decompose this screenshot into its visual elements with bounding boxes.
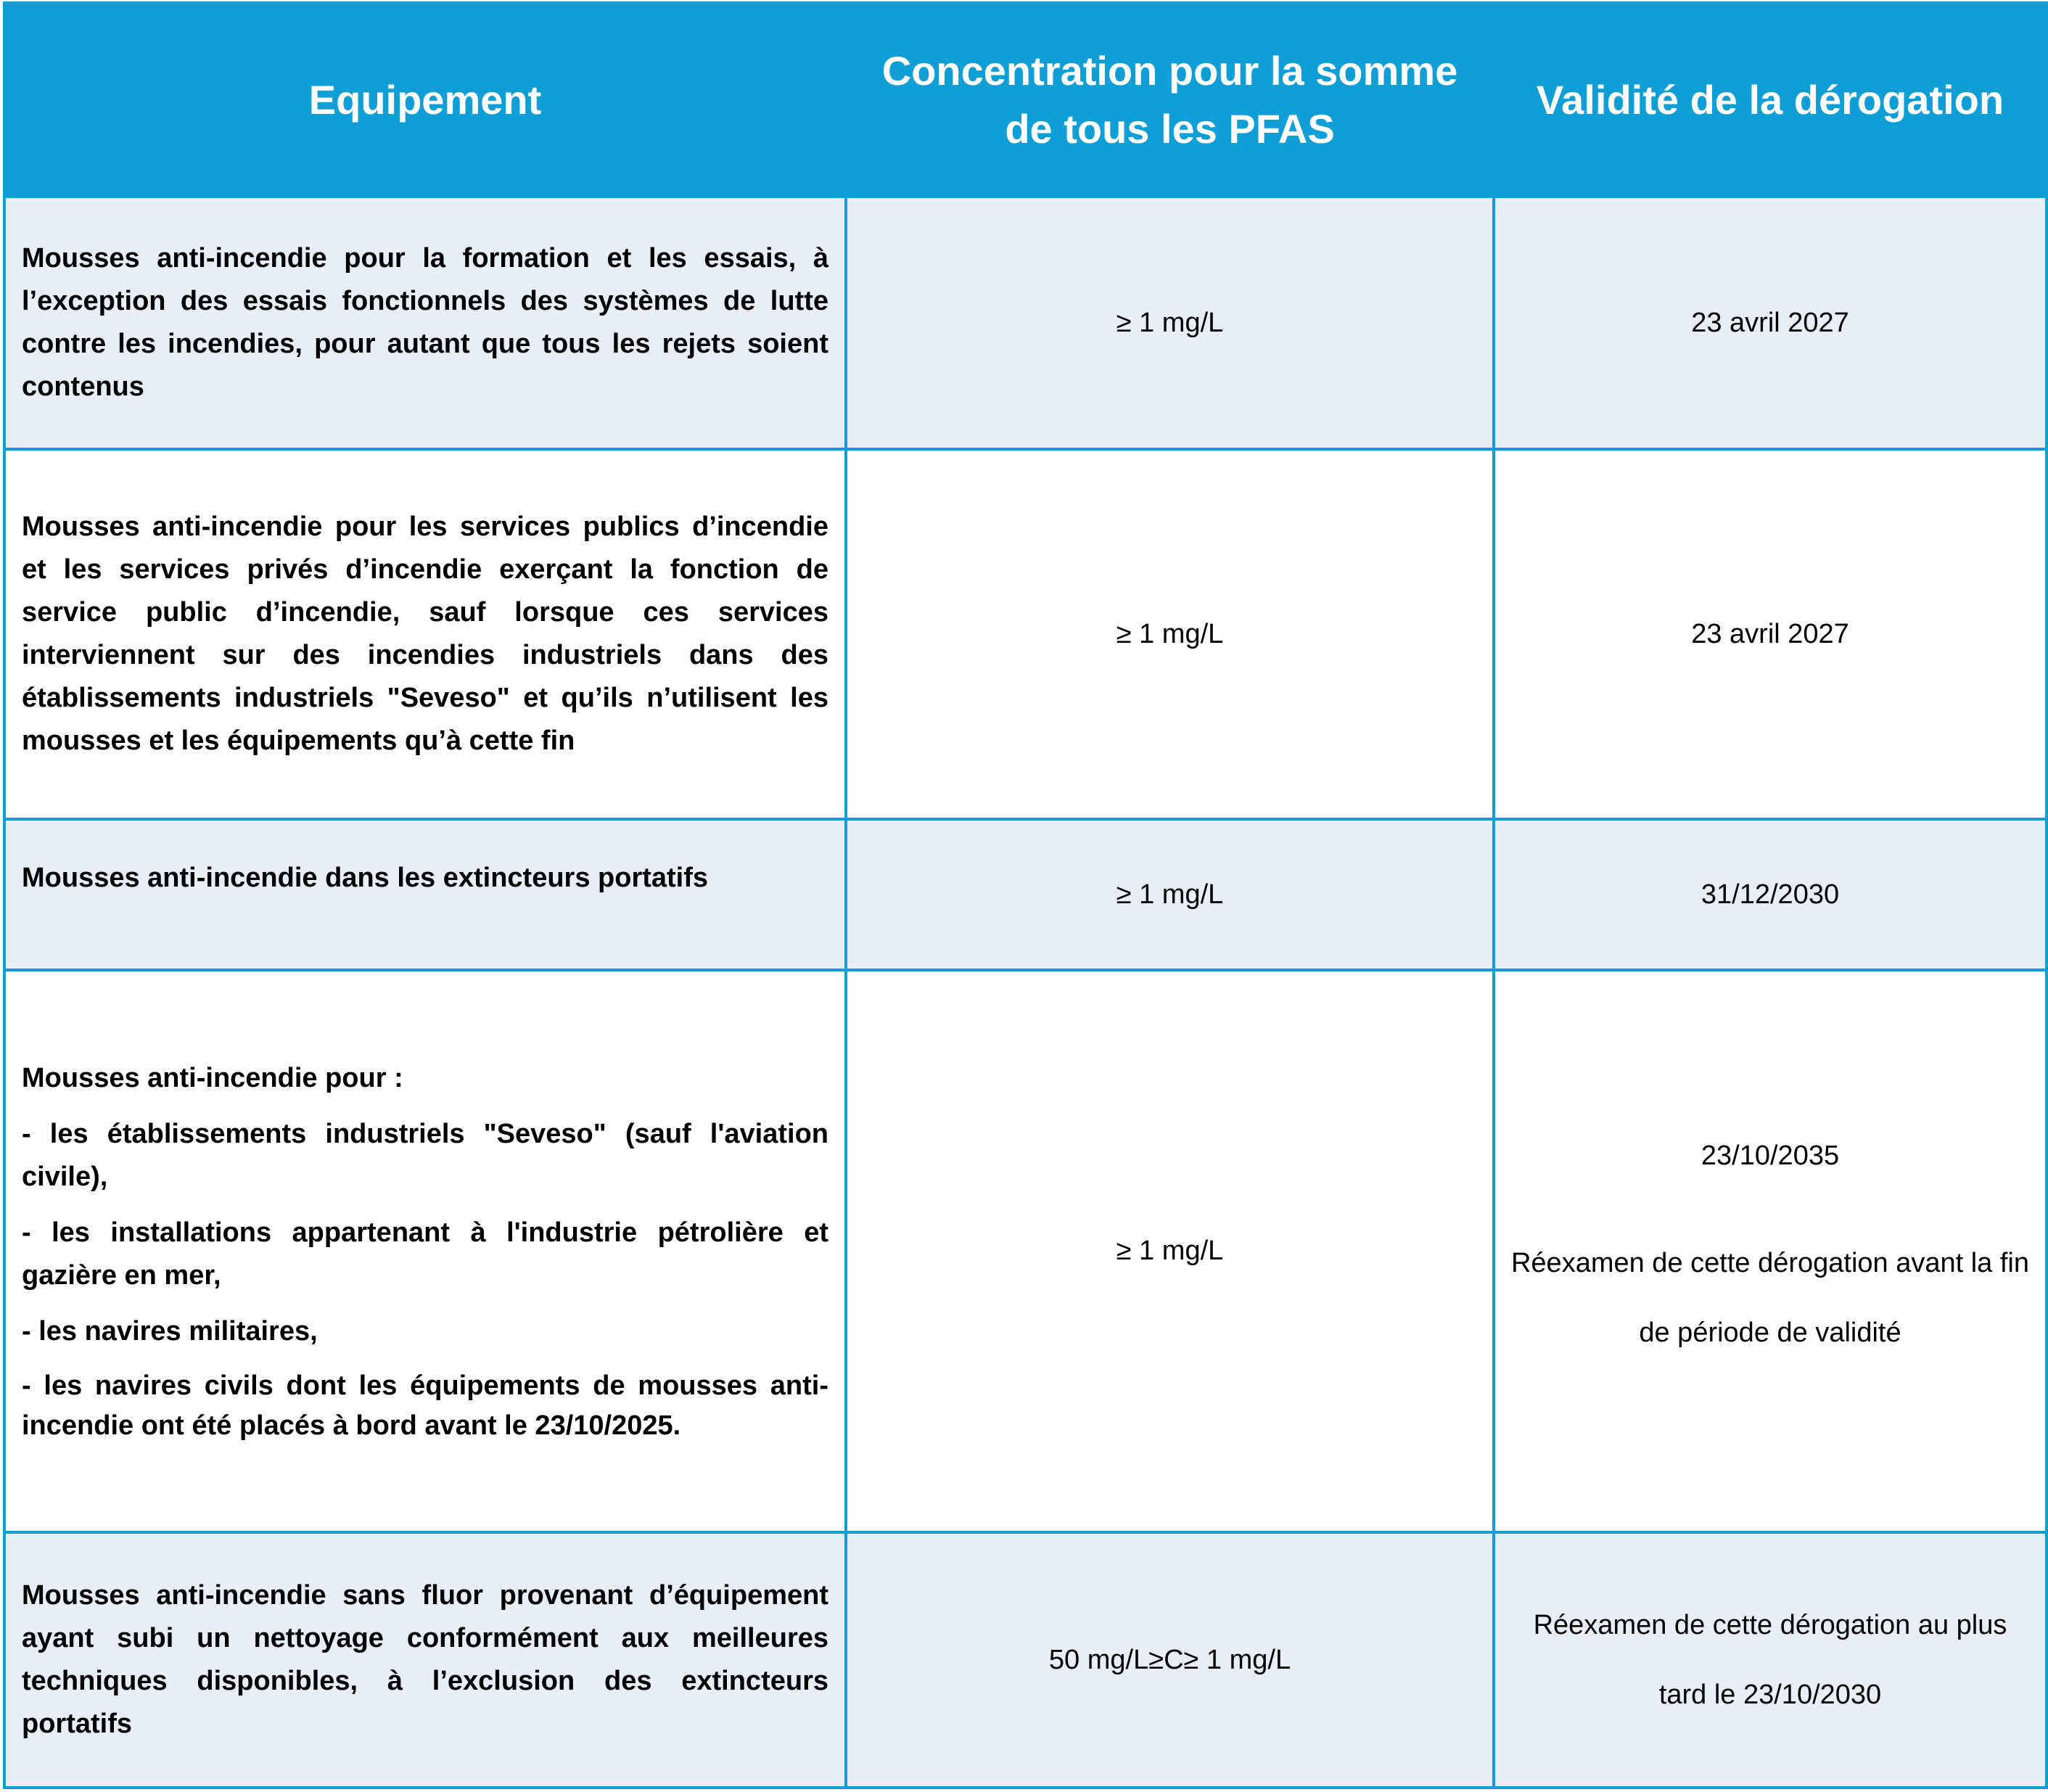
validity-note: Réexamen de cette dérogation avant la fin de période de validité [1510, 1248, 2030, 1348]
equipment-item: - les navires civils dont les équipements de mousses anti-incendie ont été placés à bord avant le 23/10/2025. [22, 1370, 828, 1441]
equipment-item: - les établissements industriels "Seveso" (sauf l'aviation civile), [22, 1118, 828, 1192]
table-row [4, 819, 2047, 970]
header-validite: Validité de la dérogation [1494, 3, 2047, 197]
validity-cell: 23 avril 2027 [1494, 197, 2047, 449]
concentration-cell: ≥ 1 mg/L [846, 819, 1494, 970]
table-row [4, 1532, 2047, 1788]
validity-cell: Réexamen de cette dérogation au plus tard le 23/10/2030 [1494, 1532, 2047, 1788]
table-row [4, 197, 2047, 449]
table-row [4, 449, 2047, 819]
validity-cell: 23 avril 2027 [1494, 449, 2047, 819]
concentration-cell: 50 mg/L≥C≥ 1 mg/L [846, 1532, 1494, 1788]
equipment-cell: Mousses anti-incendie dans les extincteurs portatifs [4, 819, 846, 970]
table-row [4, 970, 2047, 1532]
validity-cell: 31/12/2030 [1494, 819, 2047, 970]
equipment-cell [4, 970, 846, 1532]
header-row [4, 3, 2047, 197]
equipment-cell: Mousses anti-incendie pour la formation et les essais, à l’exception des essais fonctionnels des systèmes de lutte contre les incendies, pour autant que tous les rejets soient contenus [4, 197, 846, 449]
equipment-item: - les navires militaires, [22, 1315, 318, 1347]
equipment-cell: Mousses anti-incendie sans fluor provenant d’équipement ayant subi un nettoyage conformément aux meilleures techniques disponibles, à l’exclusion des extincteurs portatifs [4, 1532, 846, 1788]
equipment-cell: Mousses anti-incendie pour les services publics d’incendie et les services privés d’incendie exerçant la fonction de service public d’incendie, sauf lorsque ces services interviennent sur des incendies industriels dans des établissements industriels "Seveso" et qu’ils n’utilisent les mousses et les équipements qu’à cette fin [4, 449, 846, 819]
equipment-intro: Mousses anti-incendie pour : [22, 1062, 403, 1093]
concentration-cell: ≥ 1 mg/L [846, 970, 1494, 1532]
concentration-cell: ≥ 1 mg/L [846, 449, 1494, 819]
concentration-cell: ≥ 1 mg/L [846, 197, 1494, 449]
header-concentration: Concentration pour la somme de tous les PFAS [846, 3, 1494, 197]
header-equipement: Equipement [4, 3, 846, 197]
equipment-item: - les installations appartenant à l'industrie pétrolière et gazière en mer, [22, 1217, 828, 1291]
validity-cell [1494, 970, 2047, 1532]
pfas-derogation-table [3, 1, 2048, 1789]
validity-date: 23/10/2035 [1701, 1140, 1840, 1171]
